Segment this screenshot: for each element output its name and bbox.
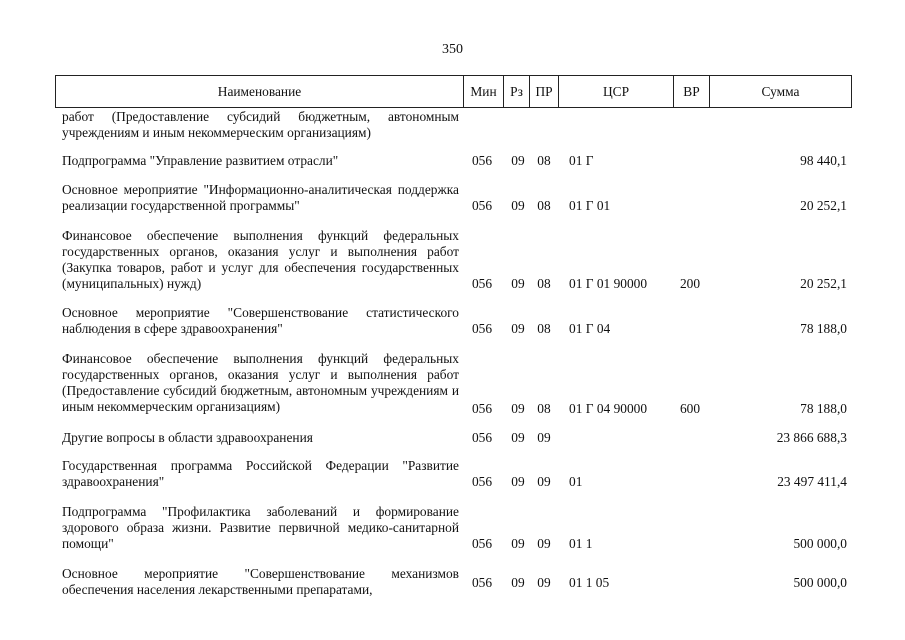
row-pr: 09 (537, 474, 551, 489)
row-rz: 09 (511, 474, 525, 489)
row-rz: 09 (511, 430, 525, 445)
row-csr: 01 Г 01 90000 (569, 276, 648, 291)
header-vr: ВР (674, 76, 710, 108)
row-name: Финансовое обеспечение выполнения функций федеральных государственных органов, оказания услуг и выполнения работ (Закупка товаров, работ и услуг для обеспечения государственных (муниципальных) нужд) (62, 228, 459, 291)
row-csr: 01 Г (569, 153, 594, 168)
row-sum: 500 000,0 (793, 536, 847, 551)
row-vr: 200 (679, 276, 701, 291)
row-csr: 01 Г 04 90000 (569, 401, 648, 416)
row-sum: 20 252,1 (800, 198, 847, 213)
row-min: 056 (471, 430, 493, 445)
row-sum: 20 252,1 (800, 276, 847, 291)
row-pr: 09 (537, 430, 551, 445)
header-name: Наименование (56, 76, 464, 108)
row-rz: 09 (511, 575, 525, 590)
row-name: работ (Предоставление субсидий бюджетным, автономным учреждениям и иным некоммерческим организациям) (62, 109, 459, 140)
row-csr: 01 Г 01 (569, 198, 611, 213)
row-sum: 98 440,1 (800, 153, 847, 168)
page-number: 350 (442, 42, 463, 57)
row-name: Подпрограмма "Профилактика заболеваний и формирование здорового образа жизни. Развитие первичной медико-санитарной помощи" (62, 504, 459, 551)
row-rz: 09 (511, 153, 525, 168)
row-csr: 01 1 05 (569, 575, 610, 590)
row-csr: 01 1 (569, 536, 593, 551)
header-rz: Рз (504, 76, 530, 108)
row-pr: 08 (537, 321, 551, 336)
row-sum: 23 866 688,3 (776, 430, 847, 445)
row-min: 056 (471, 401, 493, 416)
header-sum: Сумма (710, 76, 852, 108)
row-sum: 500 000,0 (793, 575, 847, 590)
row-min: 056 (471, 575, 493, 590)
row-pr: 08 (537, 198, 551, 213)
header-min: Мин (464, 76, 504, 108)
row-min: 056 (471, 474, 493, 489)
row-sum: 23 497 411,4 (777, 474, 847, 489)
row-min: 056 (471, 321, 493, 336)
row-name: Подпрограмма "Управление развитием отрасли" (62, 153, 339, 168)
row-rz: 09 (511, 276, 525, 291)
row-name: Финансовое обеспечение выполнения функций федеральных государственных органов, оказания услуг и выполнения работ (Предоставление субсидий бюджетным, автономным учреждениям и иным некоммерческим организациям) (62, 351, 459, 414)
row-name: Другие вопросы в области здравоохранения (62, 430, 313, 445)
table-header (55, 75, 852, 108)
row-pr: 09 (537, 536, 551, 551)
row-min: 056 (471, 198, 493, 213)
row-sum: 78 188,0 (800, 401, 847, 416)
row-csr: 01 Г 04 (569, 321, 611, 336)
row-min: 056 (471, 276, 493, 291)
row-pr: 08 (537, 153, 551, 168)
row-name: Основное мероприятие "Совершенствование механизмов обеспечения населения лекарственными препаратами, (62, 566, 459, 597)
row-min: 056 (471, 153, 493, 168)
row-vr: 600 (679, 401, 701, 416)
row-rz: 09 (511, 401, 525, 416)
row-pr: 09 (537, 575, 551, 590)
header-pr: ПР (530, 76, 559, 108)
row-rz: 09 (511, 536, 525, 551)
row-name: Государственная программа Российской Федерации "Развитие здравоохранения" (62, 458, 459, 489)
row-pr: 08 (537, 401, 551, 416)
row-name: Основное мероприятие "Информационно-аналитическая поддержка реализации государственной программы" (62, 182, 459, 213)
row-pr: 08 (537, 276, 551, 291)
row-csr: 01 (569, 474, 583, 489)
row-rz: 09 (511, 198, 525, 213)
row-name: Основное мероприятие "Совершенствование статистического наблюдения в сфере здравоохранения" (62, 305, 459, 336)
header-csr: ЦСР (559, 76, 674, 108)
row-min: 056 (471, 536, 493, 551)
row-rz: 09 (511, 321, 525, 336)
row-sum: 78 188,0 (800, 321, 847, 336)
